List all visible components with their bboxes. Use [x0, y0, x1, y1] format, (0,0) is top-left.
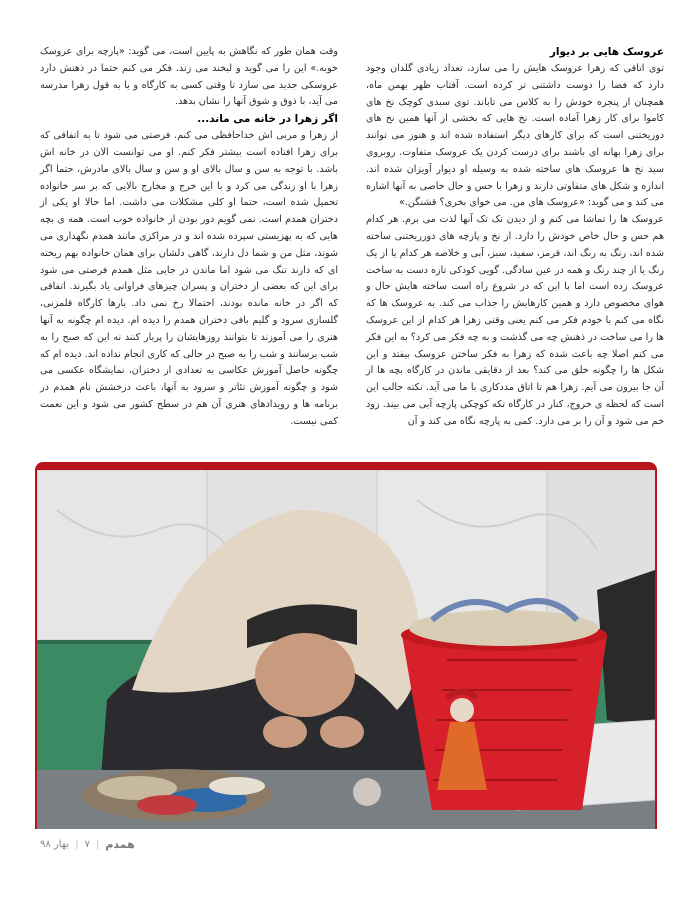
paragraph: عروسک ها را تماشا می کنم و از دیدن تک تک آنها لذت می برم. هر کدام هم حس و حال خاص خودش را دارد. از نخ و پارچه های دورریختنی ساخته شده اند، رنگ به رنگ اند، قرمز، سفید، سبز، آبی و خلاصه هر کدام یا از یک رنگ یا از چند رنگ و همه در عین سادگی. گویی کودکی تازه دست به ساخت عروسک زده است اما با این که در شروع راه است ساخته هایش حال و هوای مخصوص دارد و همین کارهایش را جذاب می کند. به عروسک ها که نگاه می کنم با خودم فکر می کنم یعنی وقتی زهرا هر کدام از این عروسک ها را می ساخت در ذهنش چه می گذشت و به چه فکر می کرد؟ به این فکر می کنم اصلا چه باعث شده که زهرا به فکر ساختن عروسک بیفتد و این شکل ها را چگونه خلق می کند؟ بعد از دقایقی ماندن در کارگاه بچه ها از آن جا بیرون می آیم. زهرا هم تا اتاق مددکاری با ما می آید. نکته جالب این است که لحظه ی خروج، کنار در کارگاه تکه کوچکی پارچه آبی می بیند. زود خم می شود و آن را بر می دارد. کمی به پارچه نگاه می کند و آن — [366, 214, 664, 427]
paragraph: وقت همان طور که نگاهش به پایین است، می گوید: «پارچه برای عروسک خوبه.» این را می گوید و لبخند می زند. فکر می کنم حتما در ذهنش دارد عروسکی جدید می سازد تا وقتی کسی به کارگاه و یا به قول زهرا مدرسه می آید، با ذوق و شوق آنها را نشان بدهد. — [40, 46, 338, 108]
photo-frame — [35, 462, 657, 829]
photo-woman-making-dolls — [37, 470, 655, 829]
page-footer — [40, 838, 135, 851]
article-column-right — [366, 44, 664, 431]
footer-separator: | — [75, 839, 79, 850]
magazine-logo: همدم — [105, 838, 135, 851]
section-heading-dolls-on-wall: عروسک هایی بر دیوار — [549, 46, 664, 58]
footer-separator: | — [95, 839, 100, 850]
page-number: ۷ — [84, 839, 90, 850]
section-heading-if-zahra-stayed-home: اگر زهرا در خانه می ماند... — [197, 113, 338, 126]
paragraph: از زهرا و مربی اش خداحافظی می کنم. فرصتی می شود تا به اتفاقی که برای زهرا افتاده است بیشتر فکر کنم. او می توانست الان در خانه اش باشد. با توجه به سن و سال بالای او و سن و سال بالای مادرش، حتما اگر زهرا با او زندگی می کرد و با این خرج و مخارج بالایی که بر سر خانواده تحمیل شده است، حتما او کلی مشکلات می داشت. اما حالا او یکی از دختران همدم است. نمی گویم دور بودن از خانواده خوب است. همه ی بچه هایی که به بهزیستی سپرده شده اند و در مراکزی مانند همدم نگهداری می شوند، مثل من و شما دل دارند، گاهی دلشان برای همان خانواده بهم ریخته ای که دارند تنگ می شود اما ماندن در جایی مثل همدم فرصتی می شود برای این که بعضی از دختران و پسران چیزهای فراوانی یاد بگیرند. اتفاقی که اگر در خانه مانده بودند، احتمالا رخ نمی داد. بارها کارگاه قلمزنی، گلسازی سرود و گلیم بافی دختران همدم را دیده ام. دیده ام چگونه به آنها هنری را می آموزند تا بتوانند روزهایشان را پربار کنند نه این که صبح را به شب برسانند و شب را به صبح در حالی که کاری انجام نداده اند. دیده ام که چگونه حاصل آموزش عکاسی به تعدادی از دختران، نمایشگاه عکسی می شود و چگونه آموزش تئاتر و سرود به آنها، باعث درخشش نام همدم در برنامه ها و رویدادهای هنری آن هم در سطح کشور می شود و این نعمت کمی نیست. — [40, 130, 338, 427]
article-column-left — [40, 44, 338, 431]
paragraph: توی اتاقی که زهرا عروسک هایش را می سازد، تعداد زیادی گلدان وجود دارد که فضا را دوست داشتنی تر کرده است. آفتاب ظهر بهمن ماه، همچنان از پنجره خودش را به کلاس می تاباند. توی سبدی کوچک نخ های کاموا برای کار زهرا آماده است. نخ هایی که بخشی از آنها همین نخ های دوریختنی است که برای کارهای دیگر استفاده شده اند و هنوز می توانند برای زهرا بهانه ای باشند برای درست کردن یک عروسک متفاوت. روبروی سید نخ ها عروسک های ساخته شده به وسیله او دیوار آویزان شده اند. اندازه و شکل های متفاوتی دارند و زهرا با حس و حال خاصی به آنها اشاره می کند و می گوید: «عروسک های من. می خوای بخری؟ قشنگن.» — [366, 63, 664, 209]
issue-label: بهار ۹۸ — [40, 839, 70, 850]
article-photo — [37, 470, 655, 829]
